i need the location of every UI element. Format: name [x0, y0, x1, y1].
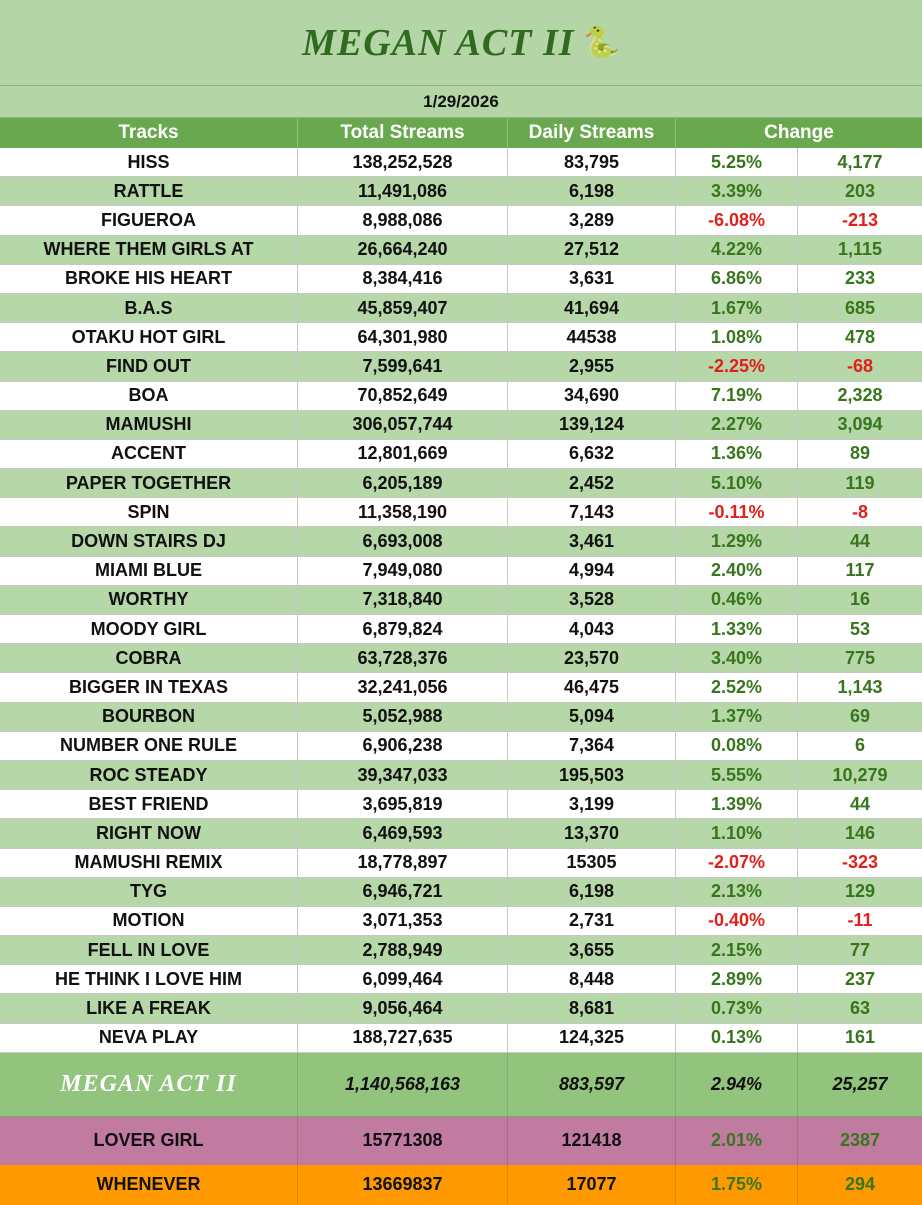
total-streams: 11,491,086	[298, 177, 508, 205]
change-percent: 5.55%	[676, 761, 798, 789]
change-percent: 5.10%	[676, 469, 798, 497]
track-name: FIND OUT	[0, 352, 298, 380]
change-diff: 10,279	[832, 764, 888, 785]
total-streams: 3,695,819	[298, 790, 508, 818]
daily-streams: 195,503	[508, 761, 676, 789]
change-diff: 203	[844, 180, 876, 201]
column-header-row	[0, 118, 922, 148]
daily-streams: 8,448	[508, 965, 676, 993]
track-name: NEVA PLAY	[0, 1024, 298, 1052]
total-streams: 7,318,840	[298, 586, 508, 614]
table-row	[0, 294, 922, 323]
daily-streams: 83,795	[508, 148, 676, 176]
daily-streams: 2,955	[508, 352, 676, 380]
total-label: MEGAN ACT II	[0, 1053, 298, 1116]
track-name: LIKE A FREAK	[0, 994, 298, 1022]
daily-streams: 4,994	[508, 557, 676, 585]
total-streams: 306,057,744	[298, 411, 508, 439]
daily-streams: 27,512	[508, 236, 676, 264]
daily-streams: 3,289	[508, 206, 676, 234]
total-streams: 6,879,824	[298, 615, 508, 643]
track-name: BOURBON	[0, 703, 298, 731]
change-diff: 3,094	[837, 414, 883, 435]
total-total-streams: 1,140,568,163	[298, 1053, 508, 1116]
table-row	[0, 206, 922, 235]
daily-streams: 3,461	[508, 527, 676, 555]
total-streams: 2,788,949	[298, 936, 508, 964]
change-diff: 77	[849, 939, 871, 960]
table-row	[0, 411, 922, 440]
whenever-row	[0, 1165, 922, 1205]
change-percent: 1.75%	[676, 1165, 798, 1205]
daily-streams: 8,681	[508, 994, 676, 1022]
change-percent: 7.19%	[676, 382, 798, 410]
change-percent: -0.11%	[676, 498, 798, 526]
daily-streams: 17077	[508, 1165, 676, 1205]
change-percent: 2.89%	[676, 965, 798, 993]
change-percent: -2.07%	[676, 849, 798, 877]
change-diff: 1,115	[837, 239, 883, 260]
daily-streams: 7,364	[508, 732, 676, 760]
change-diff: 53	[849, 618, 871, 639]
total-streams: 63,728,376	[298, 644, 508, 672]
track-name: ROC STEADY	[0, 761, 298, 789]
total-streams: 32,241,056	[298, 673, 508, 701]
track-name: LOVER GIRL	[0, 1117, 298, 1165]
change-percent: 1.10%	[676, 819, 798, 847]
track-name: WHERE THEM GIRLS AT	[0, 236, 298, 264]
total-streams: 138,252,528	[298, 148, 508, 176]
change-percent: 6.86%	[676, 265, 798, 293]
total-streams: 5,052,988	[298, 703, 508, 731]
track-name: FELL IN LOVE	[0, 936, 298, 964]
daily-streams: 34,690	[508, 382, 676, 410]
total-change-percent: 2.94%	[676, 1053, 798, 1116]
total-streams: 6,469,593	[298, 819, 508, 847]
header-total-streams: Total Streams	[298, 118, 508, 148]
change-diff: 63	[849, 998, 871, 1019]
track-name: DOWN STAIRS DJ	[0, 527, 298, 555]
daily-streams: 23,570	[508, 644, 676, 672]
track-name: WHENEVER	[0, 1165, 298, 1205]
change-diff: 2,328	[837, 385, 883, 406]
table-row	[0, 177, 922, 206]
track-name: MIAMI BLUE	[0, 557, 298, 585]
change-diff: -323	[841, 852, 879, 873]
table-row	[0, 498, 922, 527]
header-tracks: Tracks	[0, 118, 298, 148]
total-streams: 6,946,721	[298, 878, 508, 906]
track-name: RATTLE	[0, 177, 298, 205]
change-diff: 6	[854, 735, 865, 756]
table-row	[0, 790, 922, 819]
daily-streams: 7,143	[508, 498, 676, 526]
total-streams: 8,384,416	[298, 265, 508, 293]
total-streams: 12,801,669	[298, 440, 508, 468]
total-streams: 18,778,897	[298, 849, 508, 877]
track-name: COBRA	[0, 644, 298, 672]
track-name: RIGHT NOW	[0, 819, 298, 847]
table-row	[0, 615, 922, 644]
daily-streams: 44538	[508, 323, 676, 351]
table-row	[0, 849, 922, 878]
change-diff: 4,177	[837, 151, 883, 172]
change-diff: 1,143	[837, 676, 883, 697]
track-name: B.A.S	[0, 294, 298, 322]
change-percent: 4.22%	[676, 236, 798, 264]
total-change-diff: 25,257	[832, 1073, 888, 1094]
table-row	[0, 148, 922, 177]
change-percent: 0.73%	[676, 994, 798, 1022]
table-row	[0, 732, 922, 761]
total-streams: 45,859,407	[298, 294, 508, 322]
track-name: FIGUEROA	[0, 206, 298, 234]
table-row	[0, 936, 922, 965]
change-percent: 5.25%	[676, 148, 798, 176]
total-streams: 7,599,641	[298, 352, 508, 380]
change-diff: 119	[845, 472, 875, 493]
change-diff: 233	[844, 268, 876, 289]
change-diff: 775	[844, 647, 876, 668]
change-percent: 3.39%	[676, 177, 798, 205]
total-streams: 8,988,086	[298, 206, 508, 234]
change-diff: 685	[844, 297, 876, 318]
table-row	[0, 673, 922, 702]
change-percent: 0.08%	[676, 732, 798, 760]
track-name: ACCENT	[0, 440, 298, 468]
daily-streams: 139,124	[508, 411, 676, 439]
total-streams: 39,347,033	[298, 761, 508, 789]
track-name: MAMUSHI	[0, 411, 298, 439]
total-streams: 15771308	[298, 1117, 508, 1165]
change-percent: -6.08%	[676, 206, 798, 234]
track-name: PAPER TOGETHER	[0, 469, 298, 497]
change-percent: -0.40%	[676, 907, 798, 935]
change-percent: -2.25%	[676, 352, 798, 380]
change-diff: -8	[851, 501, 868, 522]
daily-streams: 41,694	[508, 294, 676, 322]
track-rows	[0, 148, 922, 1053]
change-percent: 1.29%	[676, 527, 798, 555]
total-row	[0, 1053, 922, 1117]
daily-streams: 3,631	[508, 265, 676, 293]
table-row	[0, 1024, 922, 1053]
daily-streams: 124,325	[508, 1024, 676, 1052]
track-name: MOTION	[0, 907, 298, 935]
change-diff: 161	[844, 1027, 876, 1048]
change-diff: 2387	[839, 1130, 881, 1151]
table-row	[0, 323, 922, 352]
change-diff: 129	[844, 881, 876, 902]
daily-streams: 6,198	[508, 878, 676, 906]
date-bar	[0, 86, 922, 118]
change-diff: 478	[844, 326, 876, 347]
change-diff: -68	[846, 355, 873, 376]
change-percent: 0.13%	[676, 1024, 798, 1052]
table-row	[0, 469, 922, 498]
change-percent: 3.40%	[676, 644, 798, 672]
daily-streams: 3,655	[508, 936, 676, 964]
change-percent: 1.37%	[676, 703, 798, 731]
track-name: BEST FRIEND	[0, 790, 298, 818]
total-streams: 6,906,238	[298, 732, 508, 760]
snake-icon: 🐍	[582, 26, 620, 59]
table-row	[0, 878, 922, 907]
total-streams: 6,205,189	[298, 469, 508, 497]
title-bar	[0, 0, 922, 86]
total-streams: 6,099,464	[298, 965, 508, 993]
total-streams: 64,301,980	[298, 323, 508, 351]
total-streams: 11,358,190	[298, 498, 508, 526]
daily-streams: 6,632	[508, 440, 676, 468]
track-name: BROKE HIS HEART	[0, 265, 298, 293]
track-name: MOODY GIRL	[0, 615, 298, 643]
total-streams: 13669837	[298, 1165, 508, 1205]
total-streams: 6,693,008	[298, 527, 508, 555]
header-daily-streams: Daily Streams	[508, 118, 676, 148]
table-row	[0, 440, 922, 469]
table-row	[0, 819, 922, 848]
track-name: BIGGER IN TEXAS	[0, 673, 298, 701]
daily-streams: 2,452	[508, 469, 676, 497]
change-percent: 2.40%	[676, 557, 798, 585]
track-name: MAMUSHI REMIX	[0, 849, 298, 877]
header-change: Change	[764, 122, 834, 143]
total-streams: 188,727,635	[298, 1024, 508, 1052]
table-row	[0, 382, 922, 411]
change-diff: 89	[849, 443, 871, 464]
daily-streams: 6,198	[508, 177, 676, 205]
total-streams: 26,664,240	[298, 236, 508, 264]
table-row	[0, 557, 922, 586]
daily-streams: 3,199	[508, 790, 676, 818]
total-streams: 7,949,080	[298, 557, 508, 585]
change-percent: 2.27%	[676, 411, 798, 439]
change-diff: 44	[849, 793, 871, 814]
change-diff: 237	[844, 968, 876, 989]
change-percent: 2.01%	[676, 1117, 798, 1165]
daily-streams: 15305	[508, 849, 676, 877]
table-row	[0, 236, 922, 265]
table-row	[0, 994, 922, 1023]
daily-streams: 3,528	[508, 586, 676, 614]
track-name: HISS	[0, 148, 298, 176]
change-diff: 44	[849, 531, 871, 552]
track-name: OTAKU HOT GIRL	[0, 323, 298, 351]
change-diff: -213	[841, 209, 879, 230]
daily-streams: 46,475	[508, 673, 676, 701]
track-name: WORTHY	[0, 586, 298, 614]
table-row	[0, 527, 922, 556]
table-row	[0, 265, 922, 294]
change-diff: 16	[849, 589, 871, 610]
change-percent: 2.13%	[676, 878, 798, 906]
track-name: TYG	[0, 878, 298, 906]
total-streams: 3,071,353	[298, 907, 508, 935]
total-streams: 70,852,649	[298, 382, 508, 410]
change-percent: 1.36%	[676, 440, 798, 468]
table-row	[0, 644, 922, 673]
table-row	[0, 907, 922, 936]
change-diff: 146	[844, 822, 876, 843]
change-percent: 1.08%	[676, 323, 798, 351]
change-diff: 117	[845, 560, 875, 581]
page-title: MEGAN ACT II	[302, 21, 575, 64]
total-daily-streams: 883,597	[508, 1053, 676, 1116]
report-date: 1/29/2026	[423, 91, 499, 111]
change-percent: 0.46%	[676, 586, 798, 614]
track-name: NUMBER ONE RULE	[0, 732, 298, 760]
change-diff: -11	[847, 910, 873, 931]
daily-streams: 5,094	[508, 703, 676, 731]
daily-streams: 13,370	[508, 819, 676, 847]
table-row	[0, 352, 922, 381]
change-diff: 294	[844, 1174, 876, 1195]
track-name: SPIN	[0, 498, 298, 526]
table-row	[0, 586, 922, 615]
table-row	[0, 761, 922, 790]
track-name: HE THINK I LOVE HIM	[0, 965, 298, 993]
table-row	[0, 965, 922, 994]
lover-girl-row	[0, 1117, 922, 1165]
change-percent: 1.39%	[676, 790, 798, 818]
total-streams: 9,056,464	[298, 994, 508, 1022]
change-percent: 1.33%	[676, 615, 798, 643]
change-percent: 1.67%	[676, 294, 798, 322]
table-row	[0, 703, 922, 732]
daily-streams: 2,731	[508, 907, 676, 935]
change-percent: 2.15%	[676, 936, 798, 964]
change-diff: 69	[849, 706, 871, 727]
daily-streams: 121418	[508, 1117, 676, 1165]
daily-streams: 4,043	[508, 615, 676, 643]
change-percent: 2.52%	[676, 673, 798, 701]
track-name: BOA	[0, 382, 298, 410]
